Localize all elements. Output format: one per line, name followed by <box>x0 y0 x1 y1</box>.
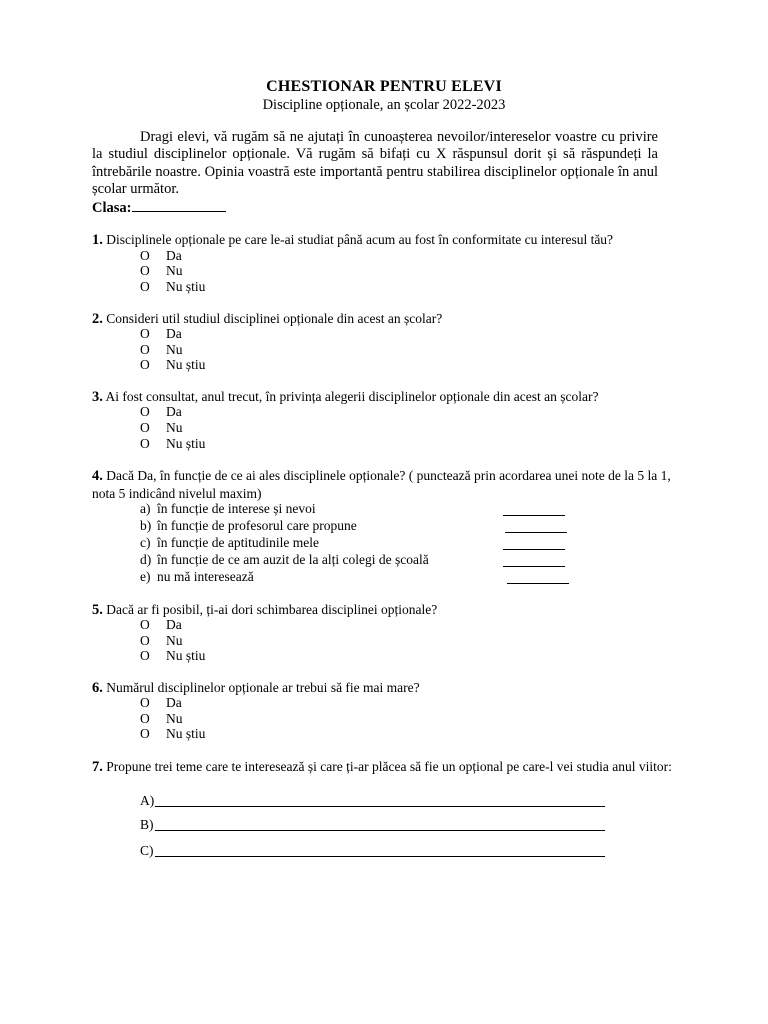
item-letter: b) <box>140 518 152 533</box>
option-circle[interactable]: O <box>140 263 150 278</box>
option-label: Da <box>166 248 182 263</box>
item-letter: c) <box>140 535 151 550</box>
item-text: nu mă interesează <box>157 569 254 584</box>
question-text: Dacă Da, în funcție de ce ai ales disciplinele opționale? ( punctează prin acordarea unei note de la 5 la 1, nota 5 indicând nivelul maxim) <box>92 468 671 501</box>
rating-item-e <box>140 568 254 585</box>
item-text: în funcție de aptitudinile mele <box>157 535 319 550</box>
answer-b-label: B) <box>140 817 154 832</box>
item-letter: d) <box>140 552 152 567</box>
intro-paragraph: Dragi elevi, vă rugăm să ne ajutați în cunoașterea nevoilor/intereselor voastre cu privire la studiul disciplinelor opționale. Vă rugăm să bifați cu X răspunsul dorit și să răspundeți la întrebările noastre. Opinia voastră este importantă pentru stabilirea disciplinelor opționale în anul școlar următor. <box>92 129 658 198</box>
option-nu[interactable] <box>140 711 183 727</box>
question-number: 5. <box>92 602 103 618</box>
option-da[interactable] <box>140 617 182 633</box>
option-label: Nu știu <box>166 648 206 663</box>
option-label: Da <box>166 326 182 341</box>
question-1 <box>92 232 613 248</box>
option-label: Nu <box>166 263 183 278</box>
option-da[interactable] <box>140 695 182 711</box>
option-label: Nu <box>166 711 183 726</box>
rating-blank-d[interactable] <box>503 566 565 567</box>
option-circle[interactable]: O <box>140 420 150 435</box>
answer-c-label: C) <box>140 843 154 858</box>
question-2 <box>92 311 442 327</box>
option-da[interactable] <box>140 248 182 264</box>
answer-a-label: A) <box>140 793 155 808</box>
option-label: Nu știu <box>166 279 206 294</box>
rating-item-a <box>140 500 316 517</box>
option-circle[interactable]: O <box>140 695 150 710</box>
option-nu[interactable] <box>140 420 183 436</box>
question-number: 1. <box>92 232 103 248</box>
option-circle[interactable]: O <box>140 248 150 263</box>
rating-item-c <box>140 534 319 551</box>
page-title: CHESTIONAR PENTRU ELEVI <box>266 78 502 95</box>
option-nu-stiu[interactable] <box>140 357 205 373</box>
rating-item-d <box>140 551 429 568</box>
item-text: în funcție de interese și nevoi <box>157 501 316 516</box>
option-label: Nu știu <box>166 436 206 451</box>
question-3 <box>92 389 598 405</box>
option-circle[interactable]: O <box>140 357 150 372</box>
question-text: Consideri util studiul disciplinei opționale din acest an școlar? <box>102 311 443 326</box>
rating-blank-c[interactable] <box>503 549 565 550</box>
item-text: în funcție de ce am auzit de la alți colegi de școală <box>157 552 429 567</box>
option-nu-stiu[interactable] <box>140 436 205 452</box>
question-number: 7. <box>92 759 103 775</box>
option-nu-stiu[interactable] <box>140 726 205 742</box>
page-subtitle: Discipline opționale, an școlar 2022-2023 <box>262 97 506 113</box>
question-6 <box>92 680 420 696</box>
question-number: 2. <box>92 311 103 327</box>
option-circle[interactable]: O <box>140 633 150 648</box>
option-circle[interactable]: O <box>140 436 150 451</box>
question-number: 6. <box>92 680 103 696</box>
question-5 <box>92 602 437 618</box>
option-circle[interactable]: O <box>140 711 150 726</box>
item-letter: a) <box>140 501 151 516</box>
answer-c-line[interactable] <box>155 856 605 857</box>
question-text: Numărul disciplinelor opționale ar trebui să fie mai mare? <box>102 680 420 695</box>
option-nu[interactable] <box>140 342 183 358</box>
option-da[interactable] <box>140 326 182 342</box>
class-label: Clasa: <box>92 200 132 216</box>
option-circle[interactable]: O <box>140 404 150 419</box>
option-label: Nu <box>166 633 183 648</box>
question-number: 3. <box>92 389 103 405</box>
option-da[interactable] <box>140 404 182 420</box>
option-circle[interactable]: O <box>140 279 150 294</box>
option-nu-stiu[interactable] <box>140 648 205 664</box>
question-7 <box>92 759 672 776</box>
question-4 <box>92 467 672 502</box>
option-circle[interactable]: O <box>140 726 150 741</box>
option-label: Nu știu <box>166 357 206 372</box>
option-circle[interactable]: O <box>140 342 150 357</box>
question-number: 4. <box>92 468 103 484</box>
rating-blank-a[interactable] <box>503 515 565 516</box>
option-label: Nu <box>166 342 183 357</box>
class-blank-line[interactable] <box>132 199 226 212</box>
option-label: Da <box>166 617 182 632</box>
question-text: Ai fost consultat, anul trecut, în privința alegerii disciplinelor opționale din acest an școlar? <box>102 389 599 404</box>
item-text: în funcție de profesorul care propune <box>157 518 357 533</box>
rating-item-b <box>140 517 357 534</box>
class-field[interactable] <box>92 199 226 217</box>
option-label: Nu <box>166 420 183 435</box>
option-label: Da <box>166 695 182 710</box>
question-text: Dacă ar fi posibil, ți-ai dori schimbarea disciplinei opționale? <box>102 602 438 617</box>
answer-b-line[interactable] <box>155 830 605 831</box>
option-circle[interactable]: O <box>140 326 150 341</box>
option-circle[interactable]: O <box>140 648 150 663</box>
option-label: Nu știu <box>166 726 206 741</box>
option-nu[interactable] <box>140 633 183 649</box>
option-nu[interactable] <box>140 263 183 279</box>
answer-a-line[interactable] <box>155 806 605 807</box>
option-circle[interactable]: O <box>140 617 150 632</box>
rating-blank-e[interactable] <box>507 583 569 584</box>
rating-blank-b[interactable] <box>505 532 567 533</box>
option-label: Da <box>166 404 182 419</box>
question-text: Disciplinele opționale pe care le-ai studiat până acum au fost în conformitate cu interesul tău? <box>102 232 614 247</box>
option-nu-stiu[interactable] <box>140 279 205 295</box>
question-text: Propune trei teme care te interesează și care ți-ar plăcea să fie un opțional pe care-l vei studia anul viitor: <box>102 759 672 774</box>
item-letter: e) <box>140 569 151 584</box>
